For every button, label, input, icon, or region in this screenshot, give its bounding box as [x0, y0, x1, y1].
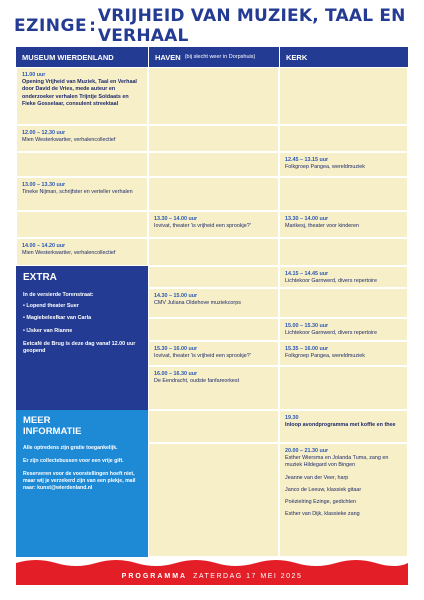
event-haven-1: 13.30 – 14.00 uur Iovivat, theater 'is vrijheid een sprookje?'	[148, 211, 279, 238]
extra-note: Eetcafé de Brug is deze dag vanaf 12.00 uur geopend	[23, 340, 136, 355]
event-haven-2: 14.30 – 15.00 uur CMV Juliana Oldehove muziekcorps	[148, 288, 279, 318]
empty-cell	[279, 67, 408, 125]
page-title	[14, 6, 410, 46]
list-item: • IJsker van Rianne	[23, 327, 73, 334]
empty-cell	[148, 67, 279, 125]
event-kerk-5: 15.35 – 16.00 uur Folkgroep Pangea, wereldmuziek	[279, 341, 408, 366]
empty-cell	[16, 211, 148, 238]
info-heading: MEER INFORMATIE	[23, 415, 82, 437]
title-place: EZINGE	[14, 16, 88, 36]
column-header-haven: HAVEN (bij slecht weer in Dorpshuis)	[148, 47, 279, 67]
extra-list	[23, 303, 141, 335]
event-haven-3: 15.30 – 16.00 uur Iovivat, theater 'is vrijheid een sprookje?'	[148, 341, 279, 366]
empty-cell	[148, 410, 279, 443]
extra-intro: In de versierde Torenstraat:	[23, 292, 94, 298]
event-museum-4: 14.00 – 14.20 uur Mien Westerkwartier, verhalencollectief	[16, 238, 148, 266]
event-kerk-7: 20.00 – 21.30 uur Esther Wiersma en Jolanda Tuma, zang en muziek Hildegard von Bingen Jeanne van der Veer, harp Janco de Leeuw, klassiek gitaar Poëzielring Ezinge, gedichten Esther van Dijk, klassieke zang	[279, 443, 408, 557]
info-panel	[16, 410, 148, 557]
column-header-museum: MUSEUM WIERDENLAND	[16, 47, 148, 67]
info-donation: Er zijn collectebussen voor een vrije gift.	[23, 458, 124, 464]
list-item: • Magiebelesfkar van Carla	[23, 315, 92, 322]
list-item: • Lopend theater Suer	[23, 303, 79, 310]
empty-cell	[148, 443, 279, 557]
event-haven-4: 16.00 – 16.30 uur De Eendracht, oudste fanfareorkest	[148, 366, 279, 410]
event-kerk-4: 15.00 – 15.30 uur Lichtekoor Garnwerd, divers repertoire	[279, 318, 408, 341]
empty-cell	[148, 125, 279, 152]
event-museum-opening: 11.00 uur Opening Vrijheid van Muziek, Taal en Verhaal door David de Vries, mede auteur en onderzoeker verhalen Trijntje Soldaats en Fieke Gosselaar, consulent streektaal	[16, 67, 148, 125]
empty-cell	[16, 152, 148, 177]
title-subtitle: VRIJHEID VAN MUZIEK, TAAL EN VERHAAL	[97, 6, 406, 46]
footer-label: PROGRAMMA	[121, 573, 188, 580]
info-free: Alle optredens zijn gratie toegankelijk.	[23, 445, 118, 451]
empty-cell	[279, 238, 408, 266]
extra-heading: EXTRA	[23, 272, 57, 283]
event-kerk-2: 13.30 – 14.00 uur Marikesj, theater voor kinderen	[279, 211, 408, 238]
empty-cell	[148, 266, 279, 288]
event-museum-3: 13.00 – 13.30 uur Tineke Nijman, schrijfster en verteller verhalen	[16, 177, 148, 211]
program-grid	[16, 47, 408, 557]
empty-cell	[279, 177, 408, 211]
event-kerk-3: 14.15 – 14.45 uur Lichtekoor Garnwerd, divers repertoire	[279, 266, 408, 288]
empty-cell	[148, 177, 279, 211]
column-header-kerk: KERK	[279, 47, 408, 67]
title-separator: :	[89, 16, 96, 36]
info-reservation: Reserveren voor de voorstellingen hoeft niet, maar wij je verzekerd zijn van een plekje, mail naar: kunst@wierdenland.nl	[23, 471, 136, 491]
empty-cell	[279, 366, 408, 410]
empty-cell	[279, 288, 408, 318]
event-kerk-6: 19.30 Inloop avondprogramma met koffie en thee	[279, 410, 408, 443]
empty-cell	[279, 125, 408, 152]
footer-banner	[16, 568, 408, 585]
empty-cell	[148, 318, 279, 341]
wave-decoration	[16, 557, 408, 568]
footer-date: ZATERDAG 17 MEI 2025	[193, 573, 303, 580]
event-kerk-1: 12.45 – 13.15 uur Folkgroep Pangea, wereldmuziek	[279, 152, 408, 177]
event-museum-2: 12.00 – 12.30 uur Mien Westerkwartier, verhalencollectief	[16, 125, 148, 152]
empty-cell	[148, 152, 279, 177]
empty-cell	[148, 238, 279, 266]
